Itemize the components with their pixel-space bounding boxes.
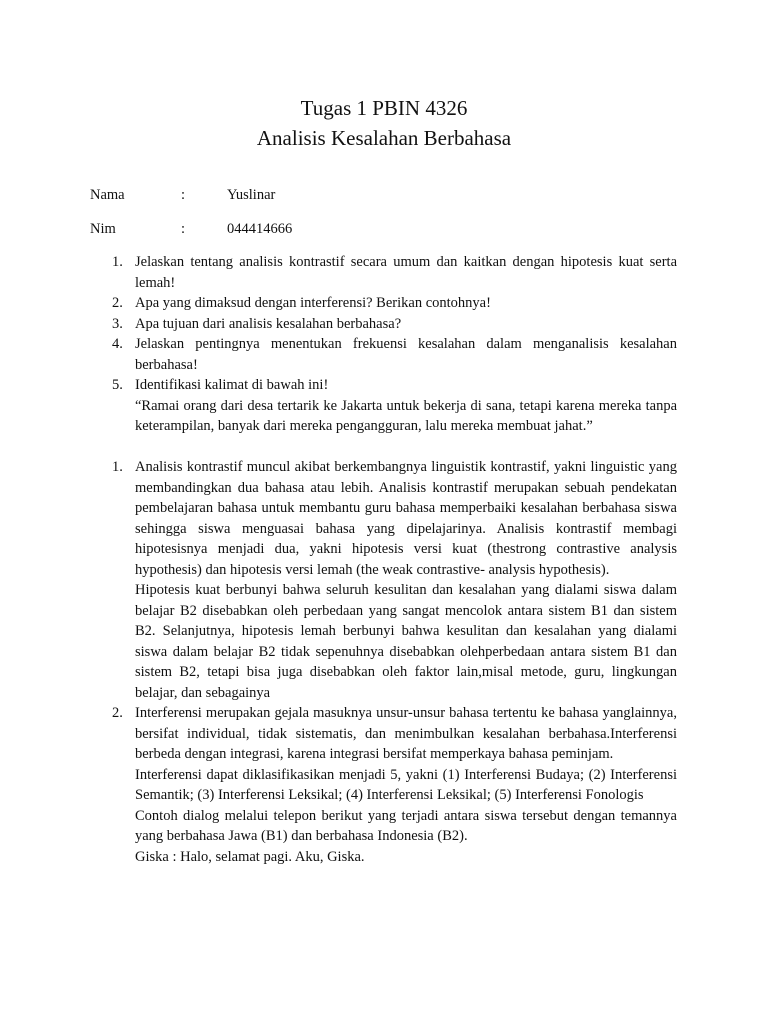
nim-value: 044414666 <box>227 221 293 237</box>
name-label: Nama <box>90 187 125 203</box>
answer-item <box>90 457 677 703</box>
question-text: Apa yang dimaksud dengan interferensi? Berikan contohnya! <box>135 295 491 311</box>
question-number: 4. <box>112 336 123 352</box>
answer-number: 2. <box>112 705 123 721</box>
question-quote: “Ramai orang dari desa tertarik ke Jakarta untuk bekerja di sana, tetapi karena mereka tanpa keterampilan, banyak dari mereka pengangguran, lalu mereka membuat jahat.” <box>135 397 677 434</box>
answer-paragraph: Interferensi dapat diklasifikasikan menjadi 5, yakni (1) Interferensi Budaya; (2) Interferensi Semantik; (3) Interferensi Leksikal; (4) Interferensi Leksikal; (5) Interferensi Fonologis <box>135 766 677 803</box>
question-text: Jelaskan tentang analisis kontrastif secara umum dan kaitkan dengan hipotesis kuat serta lemah! <box>135 254 677 291</box>
name-value: Yuslinar <box>227 187 276 203</box>
question-number: 1. <box>112 254 123 270</box>
question-number: 2. <box>112 295 123 311</box>
question-item <box>90 375 677 437</box>
question-number: 3. <box>112 315 123 332</box>
answer-list <box>90 457 677 867</box>
nim-label: Nim <box>90 221 116 237</box>
question-item <box>90 334 677 375</box>
answer-paragraph: Contoh dialog melalui telepon berikut yang terjadi antara siswa tersebut dengan temannya yang berbahasa Jawa (B1) dan berbahasa Indonesia (B2). <box>135 807 677 844</box>
question-list <box>90 252 677 437</box>
answer-paragraph: Hipotesis kuat berbunyi bahwa seluruh kesulitan dan kesalahan yang dialami siswa dalam belajar B2 disebabkan oleh perbedaan yang sangat mencolok antara sistem B1 dan sistem B2. Selanjutnya, hipotesis lemah berbunyi bahwa kesulitan dan kesalahan yang dialami siswa dalam belajar B2 tidak sepenuhnya disebabkan olehperbedaan antara sistem B1 dan sistem B2, tetapi bisa juga disebabkan oleh faktor lain,misal metode, guru, lingkungan belajar, dan sebagainya <box>135 582 677 701</box>
question-item <box>90 293 677 314</box>
question-item <box>90 314 677 335</box>
answer-number: 1. <box>112 459 123 475</box>
nim-separator: : <box>181 221 186 237</box>
question-text: Apa tujuan dari analisis kesalahan berbahasa? <box>135 315 402 332</box>
document-subtitle: Analisis Kesalahan Berbahasa <box>256 126 512 150</box>
question-text: Jelaskan pentingnya menentukan frekuensi kesalahan dalam menganalisis kesalahan berbahasa! <box>135 336 677 373</box>
answer-item <box>90 703 677 867</box>
question-text: Identifikasi kalimat di bawah ini! <box>135 377 329 393</box>
document-title: Tugas 1 PBIN 4326 <box>300 96 468 120</box>
answer-paragraph: Interferensi merupakan gejala masuknya unsur-unsur bahasa tertentu ke bahasa yanglainnya, bersifat individual, tidak sistematis, dan menimbulkan kesalahan berbahasa.Interferensi berbeda dengan integrasi, karena integrasi bersifat memperkaya bahasa peminjam. <box>135 705 677 762</box>
answer-paragraph: Analisis kontrastif muncul akibat berkembangnya linguistik kontrastif, yakni linguistic yang membandingkan dua bahasa atau lebih. Analisis kontrastif merupakan sebuah pendekatan pembelajaran bahasa untuk membantu guru bahasa memperbaiki kesalahan berbahasa siswa sehingga siswa menguasai bahasa yang dipelajarinya. Analisis kontrastif membagi hipotesisnya menjadi dua, yakni hipotesis versi kuat (thestrong contrastive analysis hypothesis) dan hipotesis versi lemah (the weak contrastive- analysis hypothesis). <box>135 459 677 578</box>
question-number: 5. <box>112 377 123 393</box>
name-separator: : <box>181 187 186 203</box>
answer-paragraph: Giska : Halo, selamat pagi. Aku, Giska. <box>135 848 365 865</box>
question-item <box>90 252 677 293</box>
